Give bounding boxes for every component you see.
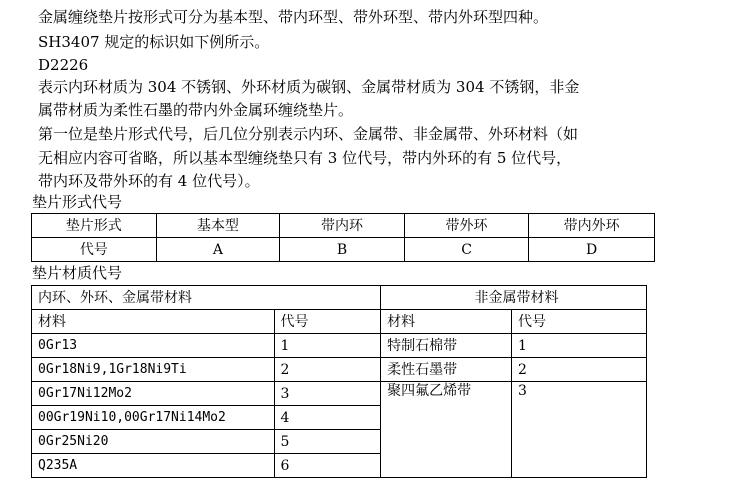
table-row <box>32 358 647 382</box>
table-cell: 0Gr18Ni9,1Gr18Ni9Ti <box>32 358 275 382</box>
table-header-cell: 材料 <box>381 310 512 334</box>
table-cell: 00Gr19Ni10,00Gr17Ni14Mo2 <box>32 406 275 430</box>
table-cell: D <box>529 238 655 262</box>
paragraph-line-1: 金属缠绕垫片按形式可分为基本型、带内环型、带外环型、带内外环型四种。 <box>38 8 549 26</box>
paragraph-line-8: 带内环及带外环的有 4 位代号）。 <box>38 172 260 190</box>
nonmetal-material-group-header: 非金属带材料 <box>381 286 647 310</box>
table-cell: 柔性石墨带 <box>381 358 512 382</box>
table-cell: 5 <box>274 430 381 454</box>
table-row <box>32 382 647 406</box>
example-code: D2226 <box>38 56 89 74</box>
table-cell: A <box>156 238 280 262</box>
table2-title: 垫片材质代号 <box>32 264 123 282</box>
table-header-cell: 垫片形式 <box>32 214 157 238</box>
table-header-cell: 带外环 <box>404 214 529 238</box>
table-cell: 3 <box>512 382 647 478</box>
table-row <box>32 310 647 334</box>
table-cell: 0Gr25Ni20 <box>32 430 275 454</box>
table-cell: 1 <box>274 334 381 358</box>
table-cell: 3 <box>274 382 381 406</box>
paragraph-line-4: 表示内环材质为 304 不锈钢、外环材质为碳钢、金属带材质为 304 不锈钢，非金 <box>38 78 580 96</box>
table-row <box>32 238 655 262</box>
table-cell: 0Gr17Ni12Mo2 <box>32 382 275 406</box>
table-cell: 特制石棉带 <box>381 334 512 358</box>
table-header-cell: 材料 <box>32 310 275 334</box>
table-cell: 0Gr13 <box>32 334 275 358</box>
table-header-cell: 代号 <box>274 310 381 334</box>
gasket-type-table <box>31 213 655 262</box>
table-cell: 6 <box>274 454 381 478</box>
table-header-cell: 带内外环 <box>529 214 655 238</box>
table-header-cell: 带内环 <box>280 214 405 238</box>
table-header-cell: 代号 <box>512 310 647 334</box>
paragraph-line-7: 无相应内容可省略，所以基本型缠绕垫只有 3 位代号，带内外环的有 5 位代号， <box>38 149 572 167</box>
paragraph-line-5: 属带材质为柔性石墨的带内外金属环缠绕垫片。 <box>38 101 354 119</box>
paragraph-line-2: SH3407 规定的标识如下例所示。 <box>38 33 270 51</box>
table-cell: 4 <box>274 406 381 430</box>
table-cell: 1 <box>512 334 647 358</box>
table-row <box>32 214 655 238</box>
table-cell: 代号 <box>32 238 157 262</box>
table-cell: B <box>280 238 405 262</box>
table-row <box>32 334 647 358</box>
table-header-cell: 基本型 <box>156 214 280 238</box>
table-cell: C <box>404 238 529 262</box>
table-row <box>32 286 647 310</box>
table-cell: 2 <box>274 358 381 382</box>
metal-material-group-header: 内环、外环、金属带材料 <box>32 286 381 310</box>
table-cell: 聚四氟乙烯带 <box>381 382 512 478</box>
table-cell: 2 <box>512 358 647 382</box>
paragraph-line-6: 第一位是垫片形式代号，后几位分别表示内环、金属带、非金属带、外环材料（如 <box>38 125 579 143</box>
gasket-material-table <box>31 285 647 478</box>
table-cell: Q235A <box>32 454 275 478</box>
table1-title: 垫片形式代号 <box>32 193 123 211</box>
